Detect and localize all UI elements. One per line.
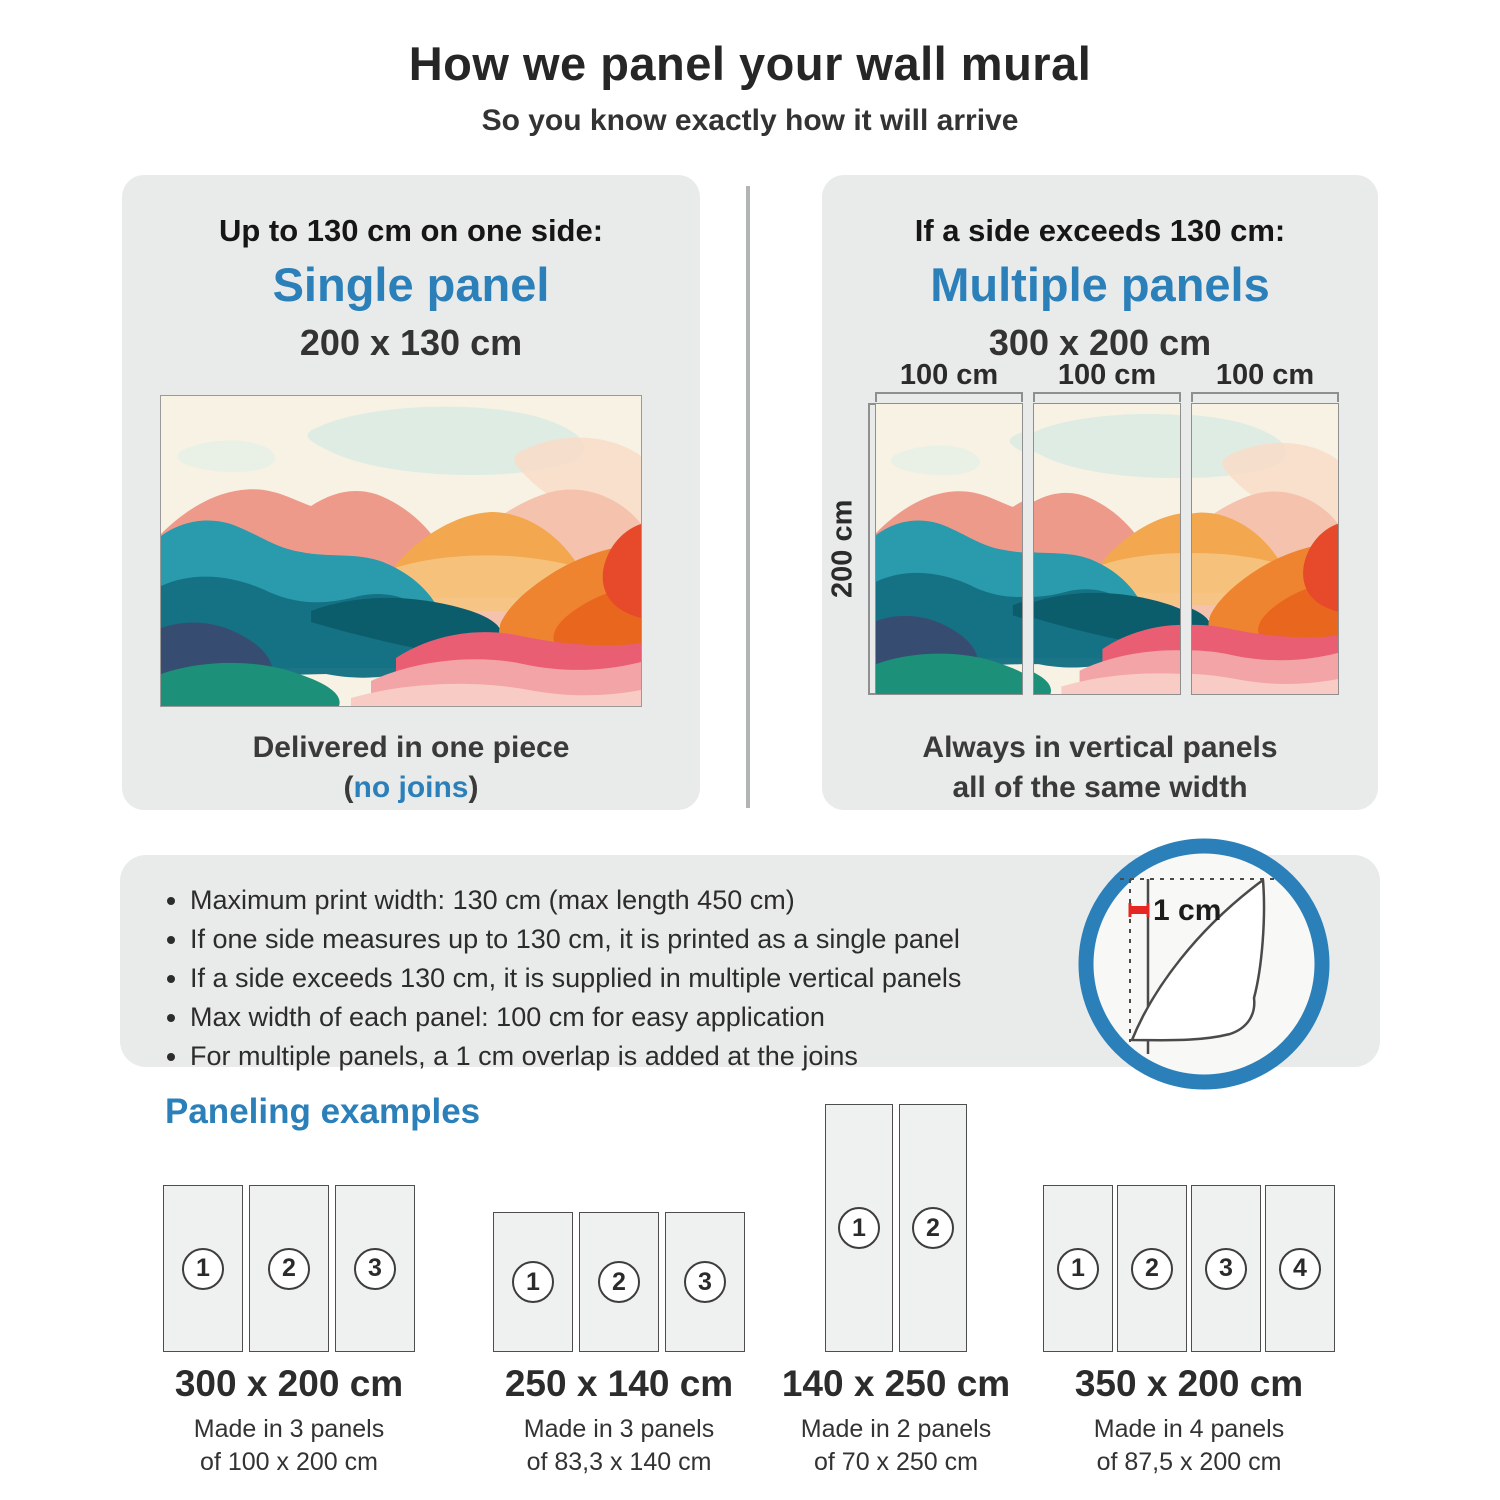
example-panel — [1043, 1185, 1113, 1352]
panel-number-badge: 3 — [684, 1261, 726, 1303]
single-panel-size: 200 x 130 cm — [299, 322, 523, 363]
panel-number-badge: 1 — [512, 1261, 554, 1303]
example-panel — [163, 1185, 243, 1352]
multiple-panels-caption-line1: Always in vertical panels — [922, 731, 1278, 764]
example-panels — [825, 1104, 967, 1352]
single-panel-card — [122, 175, 700, 810]
no-joins-highlight: no joins — [353, 771, 469, 804]
bullet-max-print-width: • Maximum print width: 130 cm (max length 450 cm) — [190, 885, 1380, 915]
example-panel — [579, 1212, 659, 1352]
example-sub2: of 100 x 200 cm — [200, 1448, 378, 1476]
example-panel — [335, 1185, 415, 1352]
mural-slice-3 — [1191, 403, 1339, 695]
example-sub2: of 83,3 x 140 cm — [526, 1448, 712, 1476]
panel-number-badge: 4 — [1279, 1248, 1321, 1290]
panel-number-badge: 3 — [354, 1248, 396, 1290]
example-size: 250 x 140 cm — [504, 1363, 734, 1404]
example-sub1: Made in 4 panels — [1093, 1415, 1285, 1443]
mural-slice-2 — [1033, 403, 1181, 695]
panel-number-badge: 2 — [598, 1261, 640, 1303]
bullet-max-panel-width: • Max width of each panel: 100 cm for easy application — [190, 1002, 1380, 1032]
single-panel-eyebrow: Up to 130 cm on one side: — [218, 213, 604, 248]
single-panel-title: Single panel — [272, 258, 550, 311]
mural-artwork — [1192, 404, 1338, 694]
bullet-overlap-rule: • For multiple panels, a 1 cm overlap is added at the joins — [190, 1041, 1380, 1071]
example-panels — [163, 1185, 415, 1352]
page-subtitle: So you know exactly how it will arrive — [481, 104, 1019, 137]
panel-number-badge: 3 — [1205, 1248, 1247, 1290]
paren-open: ( — [343, 771, 354, 804]
mural-artwork — [1034, 404, 1180, 694]
multi-panel-mural-image — [875, 403, 1339, 695]
mural-artwork — [161, 396, 641, 706]
mural-slice-1 — [875, 403, 1023, 695]
example-caption — [1029, 1363, 1349, 1479]
mural-artwork — [876, 404, 1022, 694]
bullet-multiple-panels-rule: • If a side exceeds 130 cm, it is supplied in multiple vertical panels — [190, 963, 1380, 993]
width-label-1: 100 cm — [899, 359, 999, 391]
multiple-panels-eyebrow: If a side exceeds 130 cm: — [914, 213, 1286, 248]
panel-number-badge: 1 — [1057, 1248, 1099, 1290]
height-label: 200 cm — [826, 499, 859, 599]
cards-divider — [746, 186, 750, 808]
paren-close: ) — [468, 771, 479, 804]
multiple-panels-size: 300 x 200 cm — [988, 322, 1212, 363]
overlap-label: 1 cm — [1153, 894, 1222, 927]
page-title: How we panel your wall mural — [408, 37, 1092, 90]
example-size: 300 x 200 cm — [174, 1363, 404, 1404]
example-size: 140 x 250 cm — [781, 1363, 1011, 1404]
example-sub1: Made in 3 panels — [523, 1415, 715, 1443]
example-panel — [899, 1104, 967, 1352]
example-size: 350 x 200 cm — [1074, 1363, 1304, 1404]
example-sub2: of 70 x 250 cm — [814, 1448, 978, 1476]
panel-number-badge: 1 — [182, 1248, 224, 1290]
multiple-panels-title: Multiple panels — [930, 258, 1270, 311]
example-panel — [825, 1104, 893, 1352]
multiple-panels-card — [822, 175, 1378, 810]
example-panel — [249, 1185, 329, 1352]
single-panel-mural-image — [160, 395, 642, 707]
example-panel — [1191, 1185, 1261, 1352]
width-label-3: 100 cm — [1215, 359, 1315, 391]
example-panel — [1117, 1185, 1187, 1352]
example-panel — [665, 1212, 745, 1352]
paneling-examples-heading: Paneling examples — [165, 1092, 481, 1131]
example-sub2: of 87,5 x 200 cm — [1096, 1448, 1282, 1476]
single-panel-caption-line2 — [122, 771, 700, 805]
example-sub1: Made in 3 panels — [193, 1415, 385, 1443]
overlap-icon — [1078, 838, 1330, 1090]
bullet-single-panel-rule: • If one side measures up to 130 cm, it is printed as a single panel — [190, 924, 1380, 954]
panel-number-badge: 1 — [838, 1207, 880, 1249]
example-panels — [1043, 1185, 1335, 1352]
panel-number-badge: 2 — [912, 1207, 954, 1249]
multiple-panels-caption-line2: all of the same width — [952, 771, 1248, 804]
single-panel-caption-line1: Delivered in one piece — [252, 731, 570, 764]
panel-number-badge: 2 — [268, 1248, 310, 1290]
example-panels — [493, 1212, 745, 1352]
example-panel — [493, 1212, 573, 1352]
width-label-2: 100 cm — [1057, 359, 1157, 391]
example-panel — [1265, 1185, 1335, 1352]
example-sub1: Made in 2 panels — [800, 1415, 992, 1443]
panel-number-badge: 2 — [1131, 1248, 1173, 1290]
example-caption — [459, 1363, 779, 1479]
example-caption — [129, 1363, 449, 1479]
example-caption — [736, 1363, 1056, 1479]
